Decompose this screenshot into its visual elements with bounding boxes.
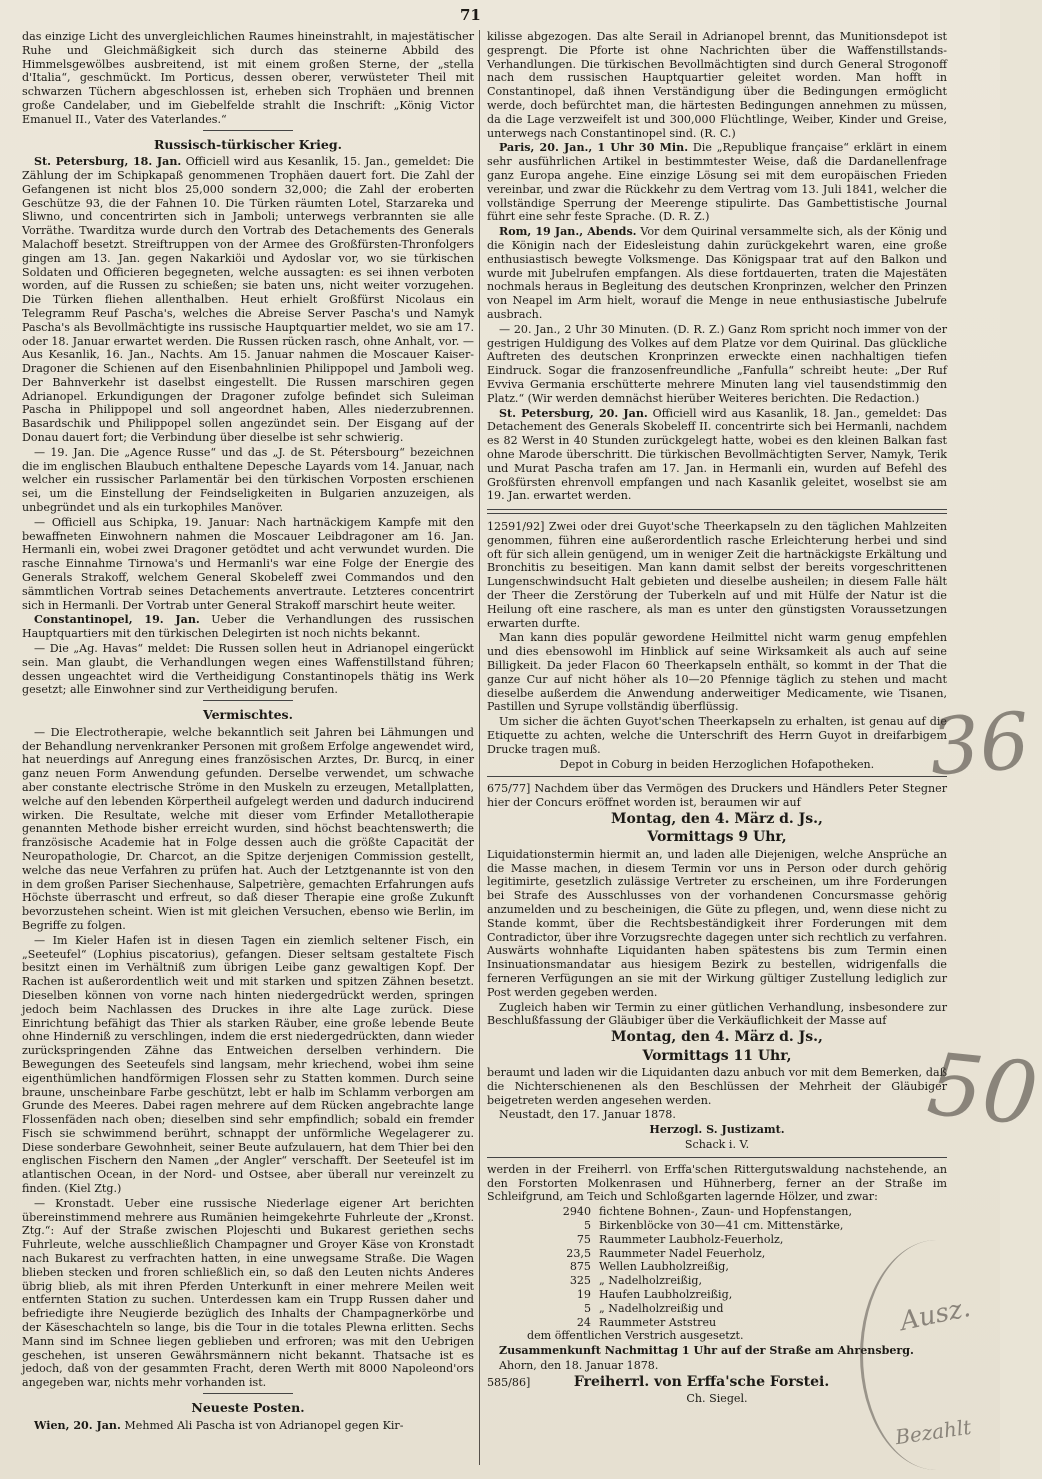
wood-list-row bbox=[487, 1274, 947, 1288]
notice-signer: Schack i. V. bbox=[684, 1138, 750, 1152]
news-text: — 20. Jan., 2 Uhr 30 Minuten. (D. R. Z.) Ganz Rom spricht noch immer von der gestrigen Huldigung des Volkes auf dem Platze vor dem Quirinal. Das glückliche Auftreten des deutschen Kronprinzen erweckte einen nachhaltigen tiefen Eindruck. Sogar die franzosenfreundliche „Fanfulla“ schreibt heute: „Der Ruf Evviva Germania erschütterte mehrere Minuten lang viel tausendstimmig den Platz.“ (Wir werden demnächst hierüber Weiteres berichten. Die Redaction.) bbox=[487, 322, 947, 405]
wood-item: Birkenblöcke von 30—41 cm. Mittenstärke, bbox=[599, 1219, 844, 1233]
wood-item: Raummeter Laubholz-Feuerholz, bbox=[599, 1232, 784, 1246]
right-column bbox=[487, 30, 947, 1465]
news-report bbox=[487, 141, 947, 224]
wood-quantity: 5 bbox=[583, 1219, 591, 1233]
column-divider bbox=[479, 30, 480, 1465]
notice-meeting: Zusammenkunft Nachmittag 1 Uhr auf der Straße am Ahrensberg. bbox=[499, 1344, 914, 1358]
wood-list-row bbox=[487, 1260, 947, 1274]
war-dateline: St. Petersburg, 18. Jan. bbox=[34, 155, 182, 169]
notice-text: Nachdem über das Vermögen des Druckers und Händlers Peter Stegner hier der Concurs eröffnet worden ist, beraumen wir auf bbox=[487, 782, 947, 810]
ad-paragraph bbox=[487, 520, 947, 630]
notice-holzverkauf bbox=[487, 1163, 947, 1406]
notice-signature-line bbox=[487, 1374, 947, 1391]
war-report bbox=[22, 516, 474, 613]
war-report bbox=[22, 613, 474, 641]
notice-concurs bbox=[487, 782, 947, 1151]
wood-quantity: 75 bbox=[576, 1232, 591, 1246]
notice-signature: Herzogl. S. Justizamt. bbox=[649, 1123, 785, 1137]
war-text: — 19. Jan. Die „Agence Russe“ und das „J. de St. Pétersbourg“ bezeichnen die im englischen Blaubuch enthaltene Depesche Layards vom 14. Januar, nach welcher ein russischer Parlamentär bei den türkischen Vorposten erschienen sei, um die Einstellung der Feindseligkeiten in Bulgarien anzuzeigen, als unbegründet und als ein turkophiles Manöver. bbox=[22, 445, 474, 515]
wood-quantity: 5 bbox=[583, 1301, 591, 1315]
handwritten-mark: Bezahlt bbox=[893, 1414, 973, 1450]
notice-signature: Freiherrl. von Erffa'sche Forstei. bbox=[573, 1373, 830, 1390]
wood-list-row bbox=[487, 1316, 947, 1330]
section-rule bbox=[487, 509, 947, 514]
war-text: Officiell wird aus Kesanlik, 15. Jan., gemeldet: Die Zählung der im Schipkapaß genommenen Trophäen dauert fort. Die Zahl der Gefangenen ist nicht blos 25,000 sondern 32,000; die Zahl der eroberten Geschütze 93, die der Fahnen 10. Die Türken räumten Lotel, Starzareka und Sliwno, und concentrirten sich in Jamboli; unterwegs verbrannten sie alle Vorräthe. Twarditza wurde durch den Vortrab des Detachements des Generals Malachoff besetzt. Streiftruppen von der Armee des Großfürsten-Thronfolgers gingen am 13. Jan. gegen Nakarkiöi und Aydoslar vor, wo sie türkischen Soldaten und Officieren begegneten, welche aussagten: es sei ihnen verboten worden, auf die Russen zu schießen; sie baten uns, nicht weiter vorzugehen. Die Türken fliehen allenthalben. Heut erhielt Großfürst Nicolaus ein Telegramm Reuf Pascha's, welches die Abreise Server Pascha's und Namyk Pascha's als Bevollmächtigte ins russische Hauptquartier meldet, wo sie am 17. oder 18. Januar erwartet werden. Die Russen rücken rasch, ohne Anhalt, vor. — Aus Kesanlik, 16. Jan., Nachts. Am 15. Januar nahmen die Moscauer Kaiser-Dragoner die Schienen auf den Eisenbahnlinien Philippopel und Jamboli weg. Der Bahnverkehr ist daselbst eingestellt. Die Russen marschiren gegen Adrianopel. Erkundigungen der Dragoner zufolge befindet sich Suleiman Pascha in Philippopel und soll angeordnet haben, Alles niederzubrennen. Basardschik und Philippopel sollen angezündet sein. Der Eisgang auf der Donau dauert fort; die Verbindung über dieselbe ist sehr schwierig. bbox=[22, 155, 474, 445]
ad-id: 585/86] bbox=[487, 1375, 531, 1389]
war-dateline: Constantinopel, 19. Jan. bbox=[34, 613, 200, 627]
war-section-title: Russisch-türkischer Krieg. bbox=[154, 136, 342, 152]
wood-quantity: 19 bbox=[576, 1288, 591, 1302]
war-report bbox=[22, 446, 474, 515]
section-rule bbox=[203, 700, 293, 701]
news-dateline: Rom, 19 Jan., Abends. bbox=[499, 225, 637, 239]
news-text: Officiell wird aus Kasanlik, 18. Jan., gemeldet: Das Detachement des Generals Skobeleff II. concentrirte sich bei Hermanli, nachdem es 82 Werst in 40 Stunden zurückgelegt hatte, wobei es den kleinen Balkan fast ohne Marode überschritt. Die türkischen Bevollmächtigten Server, Namyk, Terik und Murat Pascha trafen am 17. Jan. in Hermanli ein, wurden auf Befehl des Großfürsten ehrenvoll empfangen und nach Kasanlik geleitet, woselbst sie am 19. Jan. erwartet werden. bbox=[487, 406, 947, 503]
news-report bbox=[487, 30, 947, 140]
war-text: — Officiell aus Schipka, 19. Januar: Nach hartnäckigem Kampfe mit den bewaffneten Einwohnern nahmen die Moscauer Leibdragoner am 16. Jan. Hermanli ein, wobei zwei Dragoner getödtet und acht verwundet wurden. Die rasche Einnahme Tirnowa's und Hermanli's war eine Folge der Energie des Generals Strakoff, welchem General Skobeleff zwei Commandos und den sämmtlichen Vortrab seines Detachements anvertraute. Letzteres concentrirt sich in Hermanli. Der Vortrab unter General Strakoff marschirt heute weiter. bbox=[22, 515, 474, 612]
wood-quantity: 24 bbox=[576, 1315, 591, 1329]
notice-place-date: Neustadt, den 17. Januar 1878. bbox=[499, 1108, 676, 1122]
ad-depot-line: Depot in Coburg in beiden Herzoglichen Hofapotheken. bbox=[559, 757, 875, 771]
wood-item: Raummeter Aststreu bbox=[599, 1315, 717, 1329]
war-report bbox=[22, 155, 474, 445]
notice-tail: dem öffentlichen Verstrich ausgesetzt. bbox=[527, 1329, 744, 1343]
notice-time: Vormittags 11 Uhr, bbox=[642, 1047, 792, 1064]
war-text: Ueber die Verhandlungen des russischen Hauptquartiers mit den türkischen Delegirten ist noch nichts bekannt. bbox=[22, 613, 474, 641]
wood-item: „ Nadelholzreißig und bbox=[599, 1301, 724, 1315]
ad-id: 12591/92] bbox=[487, 520, 545, 534]
notice-body: Zugleich haben wir Termin zu einer gütlichen Verhandlung, insbesondere zur Beschlußfassung der Gläubiger über die Verkäuflichkeit der Masse auf bbox=[487, 1000, 947, 1028]
news-text: Mehmed Ali Pascha ist von Adrianopel gegen Kir- bbox=[124, 1418, 404, 1432]
notice-place-date: Ahorn, den 18. Januar 1878. bbox=[499, 1359, 659, 1373]
war-text: — Die „Ag. Havas“ meldet: Die Russen sollen heut in Adrianopel eingerückt sein. Man glaubt, die Verhandlungen wegen eines Waffenstillstand führen; dessen ungeachtet wird die Vertheidigung Constantinopels thätig ins Werk gesetzt; alle Einwohner sind zur Vertheidigung berufen. bbox=[22, 642, 474, 697]
ad-id: 675/77] bbox=[487, 782, 531, 796]
news-report bbox=[487, 225, 947, 322]
wood-list-row bbox=[487, 1247, 947, 1261]
news-section-title: Neueste Posten. bbox=[191, 1400, 305, 1416]
wood-quantity: 2940 bbox=[562, 1205, 591, 1219]
misc-article: — Im Kieler Hafen ist in diesen Tagen ein ziemlich seltener Fisch, ein „Seeteufel“ (Lophius piscatorius), gefangen. Dieser seltsam gestaltete Fisch besitzt einen im Verhältniß zum übrigen Leibe ganz gewaltigen Kopf. Der Rachen ist außerordentlich weit und mit starken und spitzen Zähnen besetzt. Dieselben können von vorne nach hinten niedergedrückt werden, springen jedoch beim Nachlassen des Druckes in ihre alte Lage zurück. Diese Einrichtung befähigt das Thier als starken Räuber, eine große lebende Beute ohne Hinderniß zu verschlingen, indem die erst niedergedrückten, dann wieder zurückspringenden Zähne das Entweichen derselben verhindern. Die Bewegungen des Seeteufels sind langsam, mehr kriechend, wobei ihm seine eigenthümlichen handförmigen Flossen sehr zu Statten kommen. Durch seine braune, unscheinbare Farbe geschützt, lebt er halb im Schlamm verborgen am Grunde des Meeres. Dabei ragen mehrere auf dem Rücken angebrachte lange Flossenfäden nach oben; dieselben sind sehr empfindlich; sobald ein fremder Fisch sie schwimmend berührt, schnappt der unförmliche Wegelagerer zu. Diese sonderbare Gewohnheit, seiner Beute aufzulauern, hat dem Thier bei den englischen Fischern den Namen „der Angler“ verschafft. Der Seeteufel ist im atlantischen Ocean, in der Nord- und Ostsee, aber überall nur vereinzelt zu finden. (Kiel Ztg.) bbox=[22, 933, 474, 1196]
wood-quantity: 325 bbox=[569, 1274, 591, 1288]
news-report bbox=[487, 407, 947, 504]
ad-paragraph: Man kann dies populär gewordene Heilmittel nicht warm genug empfehlen und dies ebensowohl im Hinblick auf seine Wirksamkeit als auch auf seine Billigkeit. Da jeder Flacon 60 Theerkapseln enthält, so kommt in der That die ganze Cur auf nicht höher als 10—20 Pfennige täglich zu stehen und macht dieselbe außerdem die Anwendung anderweitiger Medicamente, wie Tisanen, Pastillen und Syrupe vollständig überflüssig. bbox=[487, 631, 947, 714]
wood-list-row bbox=[487, 1219, 947, 1233]
section-rule bbox=[203, 130, 293, 131]
wood-list-row bbox=[487, 1288, 947, 1302]
wood-item: fichtene Bohnen-, Zaun- und Hopfenstangen, bbox=[599, 1205, 852, 1219]
notice-lead: werden in der Freiherrl. von Erffa'schen Rittergutswaldung nachstehende, an den Forstorten Molkenrasen und Hühnerberg, ferner an der Straße im Schleifgrund, am Teich und Schloßgarten lagernde Hölzer, und zwar: bbox=[487, 1162, 947, 1204]
advertisement-theerkapseln bbox=[487, 520, 947, 771]
news-dateline: St. Petersburg, 20. Jan. bbox=[499, 406, 648, 420]
misc-article: — Kronstadt. Ueber eine russische Niederlage eigener Art berichten übereinstimmend mehrere aus Rumänien heimgekehrte Fuhrleute der „Kronst. Ztg.“: Auf der Straße zwischen Plojeschti und Bukarest geriethen sechs Fuhrleute, welche ausschließlich Champagner und Groyer Käse von Kronstadt nach Bukarest zu verfrachten hatten, in eine unwegsame Straße. Die Wagen blieben stecken und froren schließlich ein, so daß den Leuten nichts Anderes übrig blieb, als mit ihren Pferden Unterkunft in einer mehrere Meilen weit entfernten Station zu suchen. Unterdessen kam ein Trupp Russen daher und befriedigte ihre Neugierde bezüglich des Inhalts der Champagnerkörbe und der Käseschachteln so lange, bis die Tour in die totales Plewna erlitten. Sechs Mann sind im Schnee liegen geblieben und erfroren; was mit den Uebrigen geschehen, ist unseren Gewährsmännern nicht bekannt. Thatsache ist es jedoch, daß von der gesammten Fracht, deren Werth mit 8000 Napoleond'ors angegeben war, nichts mehr vorhanden ist. bbox=[22, 1196, 474, 1390]
news-text: Vor dem Quirinal versammelte sich, als der König und die Königin nach der Eidesleistung dahin zurückgekehrt waren, eine große enthusiastisch bewegte Volksmenge. Das Königspaar trat auf den Balkon und wurde mit Jubelrufen empfangen. Als diese fortdauerten, traten die Majestäten nochmals heraus in Begleitung des deutschen Kronprinzen, welcher den Prinzen von Neapel im Arm hielt, worauf die Menge in neue enthusiastische Jubelrufe ausbrach. bbox=[487, 225, 948, 321]
section-rule bbox=[203, 1393, 293, 1394]
notice-time: Vormittags 9 Uhr, bbox=[647, 829, 787, 846]
left-column bbox=[22, 30, 474, 1465]
section-rule bbox=[487, 1157, 947, 1158]
notice-date: Montag, den 4. März d. Js., bbox=[611, 1029, 823, 1046]
handwritten-mark: Ausz. bbox=[897, 1292, 974, 1338]
notice-body: beraumt und laden wir die Liquidanten dazu anbuch vor mit dem Bemerken, daß die Nichterschienenen als den Beschlüssen der Mehrheit der Gläubiger beigetreten werden angesehen werden. bbox=[487, 1066, 947, 1107]
wood-list bbox=[487, 1205, 947, 1329]
wood-quantity: 875 bbox=[569, 1260, 591, 1274]
handwritten-mark: 36 bbox=[926, 696, 1033, 794]
news-report bbox=[487, 323, 947, 406]
notice-signer: Ch. Siegel. bbox=[686, 1392, 748, 1406]
wood-item: Wellen Laubholzreißig, bbox=[599, 1260, 729, 1274]
section-rule bbox=[487, 776, 947, 777]
wood-list-row bbox=[487, 1205, 947, 1219]
news-dateline: Paris, 20. Jan., 1 Uhr 30 Min. bbox=[499, 141, 689, 155]
wood-item: Haufen Laubholzreißig, bbox=[599, 1288, 733, 1302]
misc-article: — Die Electrotherapie, welche bekanntlich seit Jahren bei Lähmungen und der Behandlung nervenkranker Personen mit großem Erfolge angewendet wird, hat neuerdings auf Anregung eines französischen Arztes, Dr. Burcq, in einer ganz neuen Form Anwendung gefunden. Derselbe verwendet, um schwache aber constante electrische Ströme in den Muskeln zu erzeugen, Metallplatten, welche auf den lebenden Körpertheil aufgelegt werden und dadurch inducirend wirken. Die Resultate, welche mit dieser vom Erfinder Metallotherapie genannten Methode bisher erreicht wurden, sind höchst beachtenswerth; die französische Academie hat in Folge dessen auch die größte Capacität der Neuropathologie, Dr. Charcot, an die Spitze derjenigen Commission gestellt, welche das neue Verfahren zu prüfen hat. Auch der Letztgenannte ist von den in dem großen Pariser Siechenhause, Salpetrière, gemachten Erfahrungen aufs Höchste überrascht und erfreut, so daß dieser Therapie eine große Zukunft bevorzustehen scheint. Wien ist mit gleichen Versuchen, ebenso wie Berlin, im Begriffe zu folgen. bbox=[22, 725, 474, 932]
wood-list-row bbox=[487, 1233, 947, 1247]
war-report bbox=[22, 642, 474, 697]
news-report bbox=[22, 1419, 474, 1433]
news-text: Die „Republique française“ erklärt in einem sehr ausführlichen Artikel in bestimmtester Weise, daß die Dardanellenfrage ganz Europa angehe. Eine einzige Lösung sei mit dem europäischen Frieden vereinbar, und zwar die Rückkehr zu dem Vertrag vom 13. Juli 1841, welcher die vollständige Sperrung der Meerenge stipulirte. Das Gambettistische Journal führt eine sehr feste Sprache. (D. R. Z.) bbox=[487, 141, 947, 224]
notice-body: Liquidationstermin hiermit an, und laden alle Diejenigen, welche Ansprüche an die Masse machen, in diesem Termin vor uns in Person oder durch gehörig legitimirte, gesetzlich zulässige Vertreter zu erscheinen, um ihre Forderungen bei Strafe des Ausschlusses von der vorhandenen Concursmasse gehörig anzumelden und zu bescheinigen, die Güte zu pflegen, und, wenn diese nicht zu Stande kommt, über die Rechtsbeständigkeit ihrer Forderungen mit dem Contradictor, über ihre Vorzugsrechte dagegen unter sich rechtlich zu verfahren. Auswärts wohnhafte Liquidanten haben spätestens bis zum Termin einen Insinuationsmandatar aus hiesigem Bezirk zu bestellen, widrigenfalls die ferneren Verfügungen an sie mit der Wirkung gültiger Zustellung lediglich zur Post werden gegeben werden. bbox=[487, 847, 947, 999]
news-dateline: Wien, 20. Jan. bbox=[34, 1418, 121, 1432]
intro-paragraph: das einzige Licht des unvergleichlichen Raumes hineinstrahlt, in majestätischer Ruhe und Gleichmäßigkeit sich durch das steinerne Abbild des Himmelsgewölbes ausbreitend, ist mit einem großen Sterne, der „stella d'Italia“, geschmückt. Im Porticus, dessen oberer, verwüsteter Theil mit schwarzen Tüchern abgeschlossen ist, erheben sich Trophäen und brennen große Candelaber, und im Giebelfelde strahlt die Inschrift: „König Victor Emanuel II., Vater des Vaterlandes.“ bbox=[22, 30, 474, 126]
ad-paragraph: Um sicher die ächten Guyot'schen Theerkapseln zu erhalten, ist genau auf die Etiquette zu achten, welche die Unterschrift des Herrn Guyot in dreifarbigem Drucke tragen muß. bbox=[487, 715, 947, 756]
page-number: 71 bbox=[460, 6, 481, 24]
wood-quantity: 23,5 bbox=[566, 1246, 591, 1260]
misc-section-title: Vermischtes. bbox=[203, 707, 293, 723]
wood-item: Raummeter Nadel Feuerholz, bbox=[599, 1246, 766, 1260]
notice-date: Montag, den 4. März d. Js., bbox=[611, 811, 823, 828]
ad-text: Zwei oder drei Guyot'sche Theerkapseln zu den täglichen Mahlzeiten genommen, führen eine außerordentlich rasche Erleichterung herbei und sind oft für sich allein genügend, um in weniger Zeit die hartnäckigste Erkältung und Bronchitis zu beseitigen. Man kann damit selbst der bereits vorgeschrittenen Lungenschwindsucht Halt gebieten und dieselbe ausheilen; in diesem Falle hält der Theer die Zerstörung der Tuberkeln auf und mit Hülfe der Natur ist die Heilung oft eine raschere, als man es unter den günstigsten Voraussetzungen erwarten durfte. bbox=[487, 520, 947, 630]
news-text: kilisse abgezogen. Das alte Serail in Adrianopel brennt, das Munitionsdepot ist gesprengt. Die Pforte ist ohne Nachrichten über die Waffenstillstands-Verhandlungen. Die türkischen Bevollmächtigten sind durch General Strogonoff nach dem russischen Hauptquartier geleitet worden. Man hofft in Constantinopel, daß ihnen Verständigung über die Bedingungen ermöglicht werde, doch befürchtet man, die härtesten Bedingungen annehmen zu müssen, da die Lage verzweifelt ist und 300,000 Flüchtlinge, Weiber, Kinder und Greise, unterwegs nach Constantinopel sind. (R. C.) bbox=[487, 30, 947, 140]
notice-lead bbox=[487, 782, 947, 810]
wood-item: „ Nadelholzreißig, bbox=[599, 1274, 703, 1288]
wood-list-row bbox=[487, 1302, 947, 1316]
handwritten-mark: 50 bbox=[923, 1034, 1042, 1146]
